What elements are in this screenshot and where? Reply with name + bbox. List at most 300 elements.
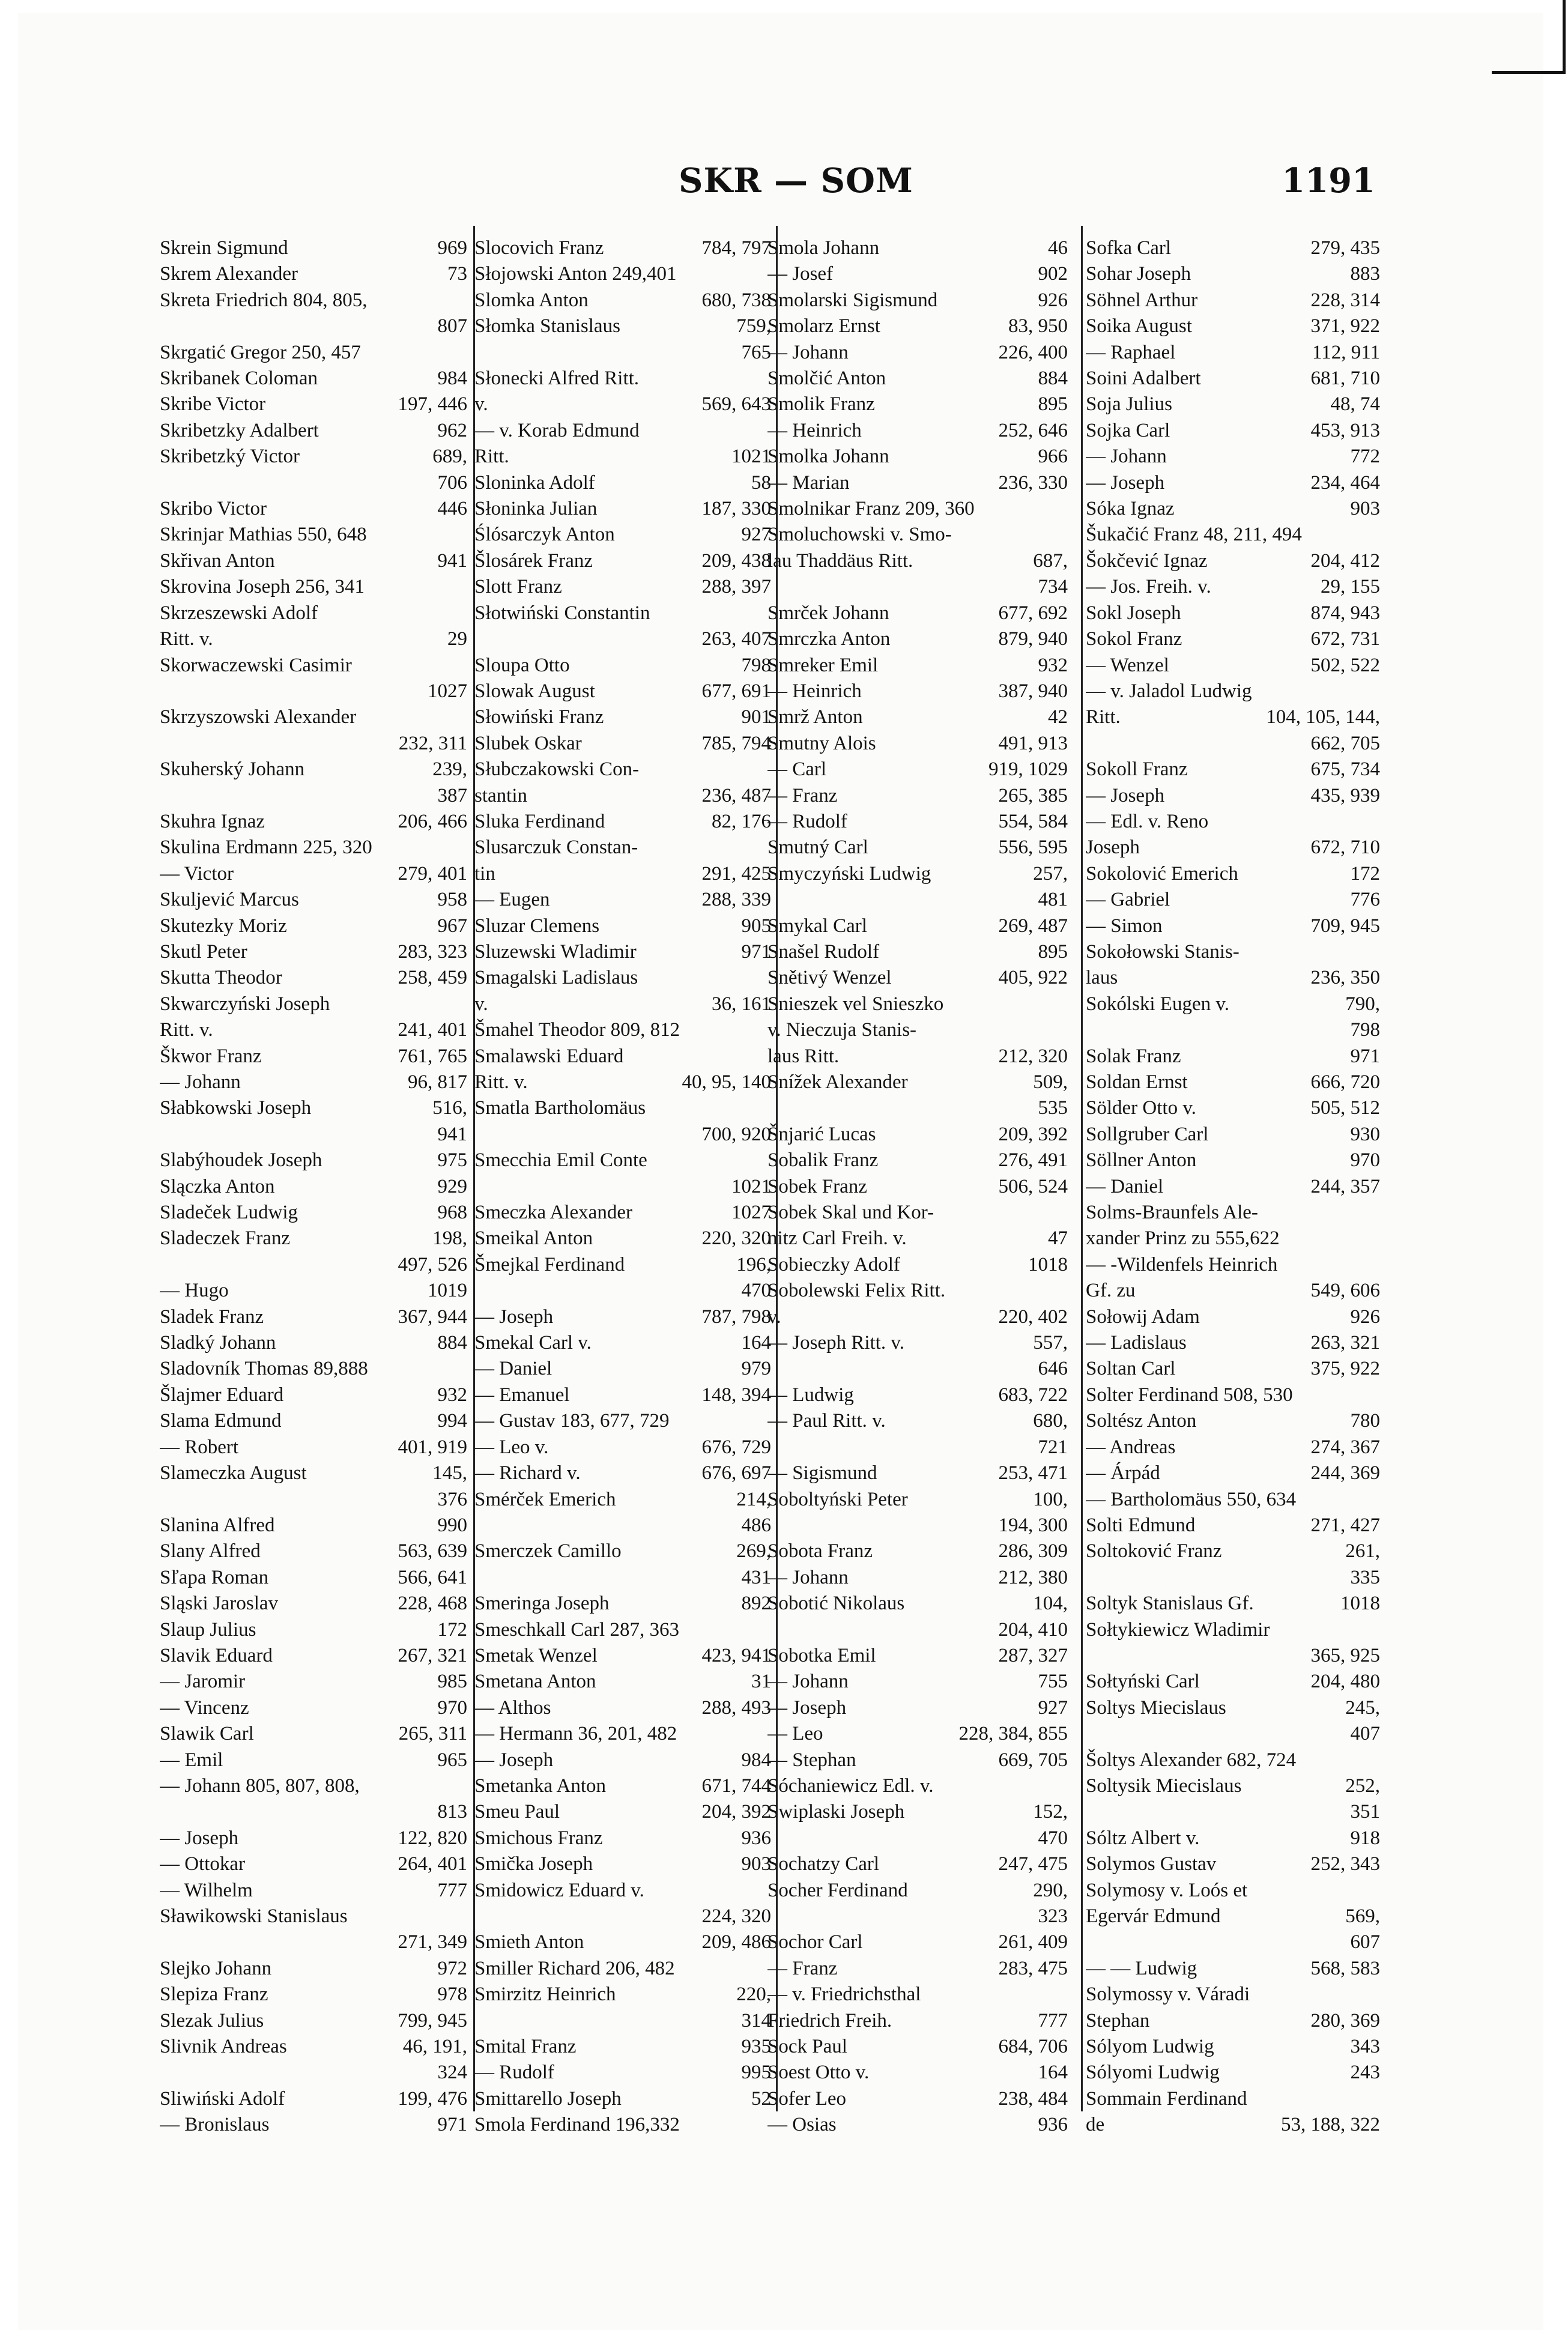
entry-name: Slomka Anton [474, 289, 589, 311]
entry-pages: 335 [1350, 1566, 1380, 1588]
entry-name [474, 1565, 737, 1591]
entry-name: — Emil [160, 1749, 223, 1771]
index-entry [767, 1643, 1068, 1669]
entry-pages: 1027 [428, 680, 467, 702]
entry-pages: 446 [437, 498, 467, 520]
index-entry [1086, 1617, 1380, 1643]
index-entry [1086, 1408, 1380, 1434]
entry-name: Solymosy v. Loós et [1086, 1879, 1248, 1901]
index-entry [474, 1929, 771, 1955]
entry-pages: 100, [1033, 1488, 1068, 1510]
entry-name: — Heinrich [767, 680, 862, 702]
entry-name: Sobalik Franz [767, 1149, 879, 1172]
index-entry [474, 626, 771, 652]
entry-pages: 236, 350 [1310, 967, 1380, 989]
entry-pages [1375, 1226, 1380, 1251]
entry-name: Sluzar Clemens [474, 915, 600, 937]
entry-pages: 220, [736, 1983, 771, 2006]
entry-pages: 283, 475 [998, 1957, 1068, 1979]
entry-name: Smeringa Joseph [474, 1593, 610, 1615]
entry-pages: 42 [1048, 706, 1068, 728]
index-entry [1086, 1669, 1380, 1695]
entry-pages: 1018 [1028, 1253, 1068, 1275]
entry-name: — Bronislaus [160, 2114, 270, 2136]
entry-name [1086, 1929, 1346, 1955]
entry-pages: 104, 105, 144, [1266, 706, 1380, 728]
entry-pages: 209, 486 [701, 1931, 771, 1953]
entry-name: Slączka Anton [160, 1175, 275, 1197]
index-entry [474, 887, 771, 913]
entry-pages: 607 [1350, 1931, 1380, 1953]
entry-pages: 122, 820 [398, 1827, 467, 1849]
entry-name: — Daniel [474, 1358, 552, 1380]
entry-name: — Joseph [1086, 471, 1165, 494]
index-entry [1086, 1070, 1380, 1095]
entry-pages: 258, 459 [398, 967, 467, 989]
entry-name: Smrž Anton [767, 706, 863, 728]
entry-pages: 970 [437, 1696, 467, 1719]
index-entry [160, 2060, 467, 2086]
entry-name: Smeschkall Carl 287, 363 [474, 1618, 679, 1641]
entry-pages: 569, [1345, 1905, 1380, 1927]
entry-name: Sloninka Adolf [474, 471, 595, 494]
index-entry [474, 1252, 771, 1278]
index-entry [767, 574, 1068, 600]
index-entry [767, 1226, 1068, 1251]
entry-pages: 351 [1350, 1801, 1380, 1823]
index-entry [160, 418, 467, 444]
entry-pages: 470 [1038, 1827, 1068, 1849]
entry-name: Sóchaniewicz Edl. v. [767, 1775, 934, 1797]
index-entry [1086, 1565, 1380, 1591]
entry-name: Šlosárek Franz [474, 549, 593, 572]
entry-pages: 799, 945 [398, 2009, 467, 2032]
index-entry [474, 1356, 771, 1382]
entry-pages: 669, 705 [998, 1749, 1068, 1771]
entry-pages [1375, 939, 1380, 965]
entry-name: — Daniel [1086, 1175, 1164, 1197]
index-entry [1086, 1643, 1380, 1669]
entry-pages: 204, 410 [998, 1618, 1068, 1641]
index-entry [160, 1747, 467, 1773]
column-rule [1081, 226, 1083, 2111]
entry-name: Stephan [1086, 2009, 1150, 2032]
index-entry [1086, 2112, 1380, 2138]
entry-pages: 204, 480 [1310, 1671, 1380, 1693]
entry-pages: 918 [1350, 1827, 1380, 1849]
entry-pages: 491, 913 [998, 732, 1068, 754]
entry-name: — Marian [767, 471, 850, 494]
entry-name: Söllner Anton [1086, 1149, 1197, 1172]
entry-name: Egervár Edmund [1086, 1905, 1221, 1927]
index-entry [160, 887, 467, 913]
entry-name: Snětivý Wenzel [767, 967, 892, 989]
entry-name: Smidowicz Eduard v. [474, 1879, 644, 1901]
index-entry [474, 444, 771, 470]
entry-name: Snieszek vel Snieszko [767, 993, 944, 1015]
entry-pages: 271, 349 [398, 1931, 467, 1953]
entry-pages: 666, 720 [1310, 1071, 1380, 1093]
entry-pages: 470 [741, 1280, 771, 1302]
entry-name: Ritt. v. [160, 1019, 213, 1041]
index-entry [767, 288, 1068, 313]
entry-name: Skribe Victor [160, 393, 266, 416]
entry-name: — Joseph Ritt. v. [767, 1332, 904, 1354]
index-entry [160, 939, 467, 965]
index-entry [160, 783, 467, 809]
entry-name: Smolčić Anton [767, 368, 886, 390]
entry-name: Sladký Johann [160, 1332, 276, 1354]
entry-pages: 407 [1350, 1723, 1380, 1745]
entry-name: — Wilhelm [160, 1879, 253, 1901]
index-entry [1086, 1200, 1380, 1226]
index-entry [474, 1070, 771, 1095]
index-entry [474, 470, 771, 496]
entry-name: Smital Franz [474, 2036, 577, 2058]
entry-name: Smecchia Emil Conte [474, 1149, 647, 1172]
index-entry [767, 1617, 1068, 1643]
entry-name: — Joseph [474, 1749, 554, 1771]
index-entry [1086, 1982, 1380, 2008]
entry-name: Ritt. v. [474, 1071, 528, 1093]
index-entry [767, 418, 1068, 444]
entry-pages: 662, 705 [1310, 732, 1380, 754]
index-entry [1086, 783, 1380, 809]
entry-pages: 1019 [428, 1280, 467, 1302]
index-entry [474, 1799, 771, 1825]
entry-name: — Jaromir [160, 1671, 246, 1693]
index-entry [474, 679, 771, 704]
entry-name: Skrein Sigmund [160, 237, 288, 259]
index-entry [1086, 1435, 1380, 1460]
entry-name [474, 1122, 697, 1148]
index-entry [160, 679, 467, 704]
entry-name: Škwor Franz [160, 1045, 262, 1067]
entry-name: Sohar Joseph [1086, 263, 1191, 285]
entry-pages: 264, 401 [398, 1853, 467, 1875]
entry-name: — Hugo [160, 1280, 229, 1302]
entry-name: Smittarello Joseph [474, 2087, 622, 2110]
entry-name: Skrovina Joseph 256, 341 [160, 576, 365, 598]
entry-pages: 261, [1345, 1540, 1380, 1563]
entry-pages: 984 [741, 1749, 771, 1771]
index-entry [767, 392, 1068, 417]
entry-name: Smolarski Sigismund [767, 289, 938, 311]
entry-name: Smolarz Ernst [767, 315, 880, 337]
entry-name: Ślósarczyk Anton [474, 524, 615, 546]
entry-pages: 995 [741, 2062, 771, 2084]
index-entry [767, 1070, 1068, 1095]
entry-pages: 975 [437, 1149, 467, 1172]
entry-name: Słubczakowski Con- [474, 758, 640, 781]
index-entry [767, 965, 1068, 991]
index-entry [474, 1382, 771, 1408]
entry-pages: 29, 155 [1321, 576, 1380, 598]
entry-name: — Jos. Freih. v. [1086, 576, 1211, 598]
index-entry [474, 731, 771, 757]
index-entry [160, 496, 467, 522]
entry-name [767, 1904, 1034, 1929]
entry-name: Ritt. [1086, 706, 1121, 728]
entry-name: Söhnel Arthur [1086, 289, 1198, 311]
entry-pages: 401, 919 [398, 1436, 467, 1458]
index-entry [474, 1460, 771, 1486]
index-entry [474, 913, 771, 939]
entry-pages [1375, 1747, 1380, 1773]
index-entry [767, 1017, 1068, 1043]
entry-name: lau Thaddäus Ritt. [767, 549, 913, 572]
entry-name: — Carl [767, 758, 827, 781]
entry-name: Skrzeszewski Adolf [160, 602, 318, 624]
index-entry [160, 1669, 467, 1695]
index-entry [1086, 757, 1380, 782]
index-entry [1086, 1017, 1380, 1043]
index-entry [160, 366, 467, 392]
index-entry [767, 313, 1068, 339]
index-entry [1086, 1226, 1380, 1251]
entry-name [474, 1278, 737, 1304]
entry-name: Sladeček Ludwig [160, 1202, 298, 1224]
entry-pages: 83, 950 [1008, 315, 1068, 337]
entry-name: Sokl Joseph [1086, 602, 1181, 624]
index-entry [160, 1956, 467, 1982]
entry-pages [1375, 809, 1380, 835]
entry-name: Soja Julius [1086, 393, 1172, 416]
entry-pages: 936 [741, 1827, 771, 1849]
index-entry [1086, 1460, 1380, 1486]
index-entry [767, 1435, 1068, 1460]
index-entry [160, 1878, 467, 1904]
entry-pages: 1021 [731, 1175, 771, 1197]
entry-pages: 164 [741, 1332, 771, 1354]
index-entry [474, 991, 771, 1017]
entry-name [767, 1356, 1034, 1382]
entry-name: — Johann [767, 341, 849, 363]
entry-pages: 286, 309 [998, 1540, 1068, 1563]
entry-pages [1375, 679, 1380, 704]
entry-name: Swiplaski Joseph [767, 1801, 905, 1823]
entry-pages: 554, 584 [998, 810, 1068, 832]
entry-name: — Eugen [474, 889, 550, 911]
entry-pages: 967 [437, 915, 467, 937]
index-entry [1086, 522, 1380, 548]
index-entry [160, 1330, 467, 1356]
entry-pages [462, 1356, 467, 1382]
entry-pages: 990 [437, 1514, 467, 1536]
index-entry [160, 1904, 467, 1929]
entry-name: Smieth Anton [474, 1931, 584, 1953]
index-entry [767, 1356, 1068, 1382]
index-entry [160, 809, 467, 835]
entry-pages [462, 991, 467, 1017]
index-entry [767, 261, 1068, 287]
entry-pages: 549, 606 [1310, 1280, 1380, 1302]
index-entry [767, 1513, 1068, 1539]
entry-name: Soldan Ernst [1086, 1071, 1188, 1093]
entry-pages: 104, [1033, 1593, 1068, 1615]
entry-pages: 505, 512 [1310, 1097, 1380, 1119]
index-entry [1086, 679, 1380, 704]
index-column-2 [474, 235, 771, 2138]
entry-name: Smeczka Alexander [474, 1202, 632, 1224]
index-entry [1086, 913, 1380, 939]
entry-name: — v. Jaladol Ludwig [1086, 680, 1252, 702]
entry-name: — Simon [1086, 915, 1163, 937]
index-entry [767, 1799, 1068, 1825]
index-entry [767, 809, 1068, 835]
entry-pages: 376 [437, 1488, 467, 1510]
index-entry [1086, 366, 1380, 392]
entry-pages: 780 [1350, 1410, 1380, 1432]
entry-name [160, 679, 423, 704]
entry-name: Šlajmer Eduard [160, 1384, 284, 1406]
entry-name: Sokoll Franz [1086, 758, 1188, 781]
entry-pages: 172 [1350, 862, 1380, 885]
entry-pages: 206, 466 [398, 810, 467, 832]
index-entry [1086, 418, 1380, 444]
entry-pages: 265, 385 [998, 784, 1068, 806]
index-entry [160, 1408, 467, 1434]
index-entry [767, 939, 1068, 965]
entry-pages: 371, 922 [1310, 315, 1380, 337]
entry-name: Skulina Erdmann 225, 320 [160, 837, 372, 859]
index-entry [474, 809, 771, 835]
entry-name [767, 1513, 994, 1539]
entry-name: — Rudolf [767, 810, 847, 832]
entry-pages: 287, 327 [998, 1644, 1068, 1666]
entry-name: — Franz [767, 784, 838, 806]
entry-pages: 274, 367 [1310, 1436, 1380, 1458]
entry-name: — Árpád [1086, 1462, 1160, 1484]
index-entry [767, 470, 1068, 496]
entry-pages: 145, [432, 1462, 467, 1484]
index-entry [767, 1330, 1068, 1356]
index-entry [160, 731, 467, 757]
index-entry [474, 1095, 771, 1121]
entry-name: Sokólski Eugen v. [1086, 993, 1229, 1015]
entry-name: Slama Edmund [160, 1410, 282, 1432]
entry-pages: 387 [437, 784, 467, 806]
entry-name: Skutezky Moriz [160, 915, 287, 937]
entry-name [160, 731, 394, 757]
index-entry [767, 1382, 1068, 1408]
entry-pages: 314 [741, 2009, 771, 2032]
entry-pages: 196, [736, 1253, 771, 1275]
entry-pages: 790, [1345, 993, 1380, 1015]
entry-pages: 253, 471 [998, 1462, 1068, 1484]
entry-name: Solti Edmund [1086, 1514, 1196, 1536]
entry-name: Sock Paul [767, 2036, 847, 2058]
entry-pages: 681, 710 [1310, 368, 1380, 390]
index-entry [1086, 1773, 1380, 1799]
index-entry [1086, 1695, 1380, 1721]
index-entry [1086, 704, 1380, 730]
running-head: SKR — SOM [679, 161, 913, 201]
entry-pages: 932 [437, 1384, 467, 1406]
entry-pages: 290, [1033, 1879, 1068, 1901]
entry-name [1086, 1565, 1346, 1591]
entry-pages: 884 [1038, 368, 1068, 390]
index-entry [474, 574, 771, 600]
entry-pages: 772 [1350, 446, 1380, 468]
index-entry [1086, 1591, 1380, 1617]
entry-pages [462, 835, 467, 861]
index-entry [160, 1382, 467, 1408]
entry-pages: 36, 161 [712, 993, 771, 1015]
entry-name: tin [474, 862, 495, 885]
entry-name: Slusarczuk Constan- [474, 837, 638, 859]
entry-pages: 759, [736, 315, 771, 337]
entry-pages: 252, 343 [1310, 1853, 1380, 1875]
index-entry [160, 1435, 467, 1460]
index-entry [474, 366, 771, 392]
entry-pages: 765 [741, 341, 771, 363]
index-entry [474, 1617, 771, 1643]
entry-name [767, 1826, 1034, 1851]
entry-pages: 228, 384, 855 [958, 1723, 1068, 1745]
entry-pages: 453, 913 [1310, 419, 1380, 441]
entry-pages: 892 [741, 1593, 771, 1615]
entry-name: Skřivan Anton [160, 549, 275, 572]
entry-pages: 279, 435 [1310, 237, 1380, 259]
entry-name: — Rudolf [474, 2062, 554, 2084]
entry-name: Sląski Jaroslav [160, 1593, 279, 1615]
entry-pages: 204, 412 [1310, 549, 1380, 572]
entry-pages: 506, 524 [998, 1175, 1068, 1197]
entry-name: — Ottokar [160, 1853, 246, 1875]
entry-pages: 672, 731 [1310, 628, 1380, 650]
entry-pages: 646 [1038, 1358, 1068, 1380]
entry-name: Smola Johann [767, 237, 880, 259]
entry-name: Sliwiński Adolf [160, 2087, 285, 2110]
index-entry [160, 1044, 467, 1070]
index-entry [767, 1095, 1068, 1121]
entry-name: Słotwiński Constantin [474, 602, 650, 624]
entry-name: — Victor [160, 862, 234, 885]
entry-name: Słonecki Alfred Ritt. [474, 368, 640, 390]
entry-name: laus [1086, 967, 1118, 989]
entry-pages: 972 [437, 1957, 467, 1979]
index-entry [160, 522, 467, 548]
entry-name: Solymossy v. Váradi [1086, 1983, 1250, 2006]
entry-name [160, 1799, 433, 1825]
entry-name: Sołtykiewicz Wladimir [1086, 1618, 1270, 1641]
entry-name: Sommain Ferdinand [1086, 2087, 1247, 2110]
index-entry [1086, 1382, 1380, 1408]
entry-name: Soltoković Franz [1086, 1540, 1222, 1563]
entry-name: — Richard v. [474, 1462, 581, 1484]
index-entry [1086, 1539, 1380, 1564]
index-entry [160, 965, 467, 991]
entry-name: Sobotić Nikolaus [767, 1593, 905, 1615]
entry-pages: 226, 400 [998, 341, 1068, 363]
index-entry [1086, 496, 1380, 522]
entry-name: Sobieczky Adolf [767, 1253, 900, 1275]
entry-name: laus Ritt. [767, 1045, 840, 1067]
index-entry [474, 1435, 771, 1460]
entry-name: Smetanka Anton [474, 1775, 607, 1797]
entry-pages: 807 [437, 315, 467, 337]
entry-name: — Osias [767, 2114, 837, 2136]
entry-pages: 199, 476 [398, 2087, 467, 2110]
entry-pages: 288, 397 [701, 576, 771, 598]
entry-pages: 978 [437, 1983, 467, 2006]
entry-name: Sławikowski Stanislaus [160, 1905, 348, 1927]
index-entry [1086, 574, 1380, 600]
entry-name [767, 1435, 1034, 1460]
entry-pages: 935 [741, 2036, 771, 2058]
index-entry [767, 1773, 1068, 1799]
